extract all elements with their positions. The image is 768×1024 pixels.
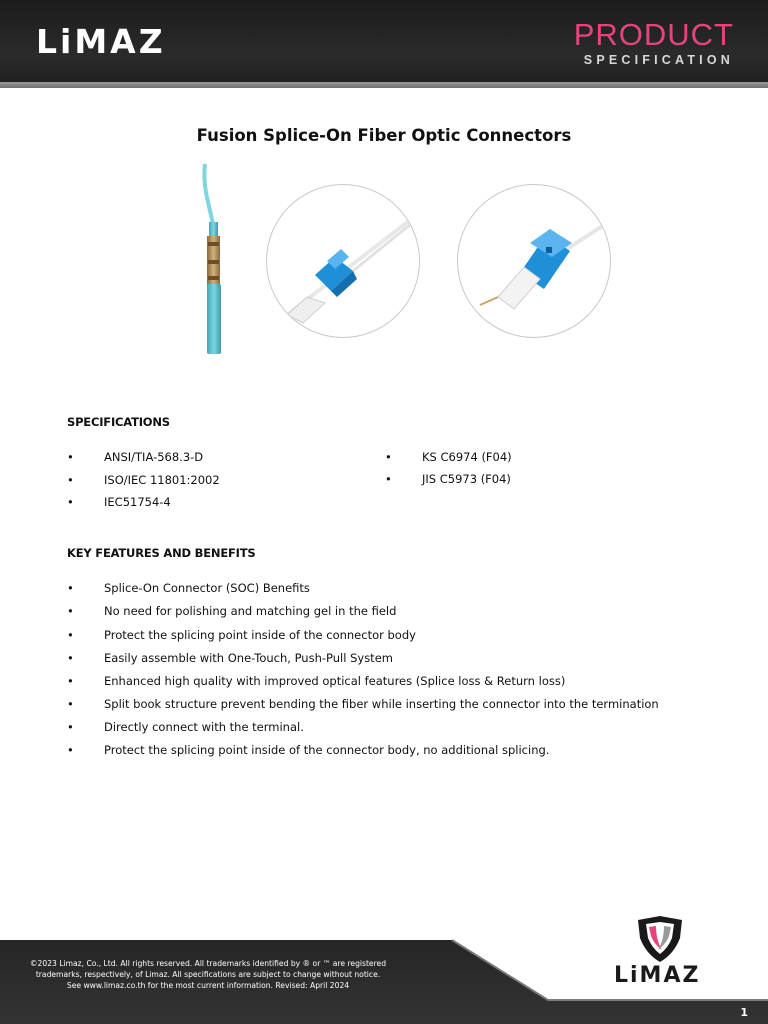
features-heading: KEY FEATURES AND BENEFITS <box>67 546 256 560</box>
product-title: PRODUCT <box>573 17 734 52</box>
page-number: 1 <box>740 1006 748 1019</box>
sc-connector-image <box>457 184 611 338</box>
product-images <box>0 160 768 370</box>
shield-logo-icon <box>634 916 686 964</box>
product-subtitle: SPECIFICATION <box>583 53 734 67</box>
footer-copyright: ©2023 Limaz, Co., Ltd. All rights reserved. All trademarks identified by ® or ™ are registered trademarks, respectively, of Limaz. All specifications are subject to change without notice. See www.limaz.co.th for the most current information. Revised: April 2024 <box>29 959 387 990</box>
aqua-connector-image <box>183 162 243 362</box>
brand-logo: LiMAZ <box>36 22 166 61</box>
header-divider <box>0 82 768 88</box>
document-title: Fusion Splice-On Fiber Optic Connectors <box>196 126 572 145</box>
lc-connector-image <box>266 184 420 338</box>
footer-brand-logo: LiMAZ <box>614 963 701 988</box>
specifications-heading: SPECIFICATIONS <box>67 415 170 429</box>
